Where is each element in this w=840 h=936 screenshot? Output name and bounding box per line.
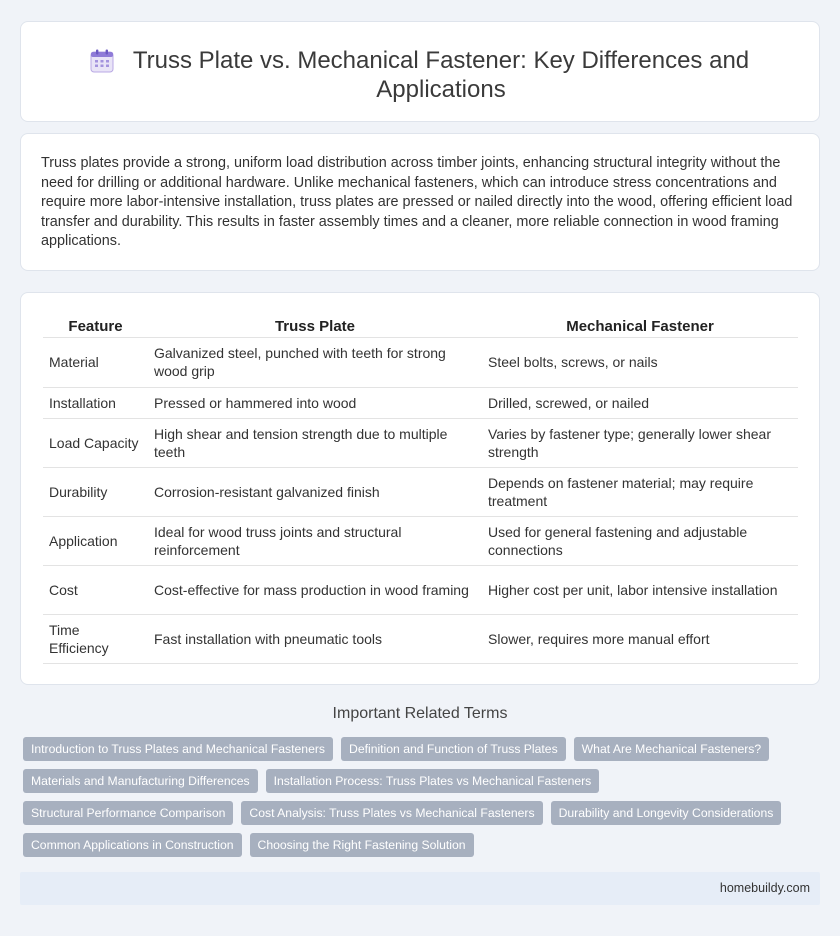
intro-paragraph: Truss plates provide a strong, uniform load distribution across timber joints, enhancing structural integrity without the need for drilling or additional hardware. Unlike mechanical fasteners, which can introduce stress concentrations and require more labor-intensive installation, truss plates are pressed or nailed directly into the wood, offering efficient load transfer and durability. This results in faster assembly times and a cleaner, more reliable connection in wood framing applications.: [41, 155, 793, 250]
footer-site-link[interactable]: homebuildy.com: [719, 881, 810, 895]
feature-cell: Load Capacity: [43, 418, 148, 467]
feature-cell: Application: [43, 516, 148, 565]
comparison-table-card: [20, 292, 820, 685]
mechanical-fastener-cell: Drilled, screwed, or nailed: [482, 387, 798, 418]
related-term-tag[interactable]: Definition and Function of Truss Plates: [341, 737, 566, 761]
header-truss-plate: Truss Plate: [148, 315, 482, 337]
calendar-icon: [89, 48, 115, 74]
footer: [20, 872, 820, 905]
feature-cell: Cost: [43, 565, 148, 614]
truss-plate-cell: Cost-effective for mass production in wood framing: [148, 565, 482, 614]
related-term-tag[interactable]: Introduction to Truss Plates and Mechanical Fasteners: [23, 737, 333, 761]
related-terms-heading: Important Related Terms: [332, 705, 508, 722]
mechanical-fastener-cell: Steel bolts, screws, or nails: [482, 337, 798, 387]
related-term-tag[interactable]: Structural Performance Comparison: [23, 801, 233, 825]
related-term-tag[interactable]: Materials and Manufacturing Differences: [23, 769, 258, 793]
header-mechanical-fastener: Mechanical Fastener: [482, 315, 798, 337]
related-term-tag[interactable]: Common Applications in Construction: [23, 833, 242, 857]
truss-plate-cell: High shear and tension strength due to multiple teeth: [148, 418, 482, 467]
truss-plate-cell: Corrosion-resistant galvanized finish: [148, 467, 482, 516]
feature-cell: Durability: [43, 467, 148, 516]
table-row: [43, 516, 798, 565]
feature-cell: Time Efficiency: [43, 614, 148, 663]
related-term-tag[interactable]: Cost Analysis: Truss Plates vs Mechanical Fasteners: [241, 801, 542, 825]
related-terms-list: [23, 737, 823, 865]
comparison-table: [43, 315, 798, 664]
mechanical-fastener-cell: Slower, requires more manual effort: [482, 614, 798, 663]
feature-cell: Installation: [43, 387, 148, 418]
mechanical-fastener-cell: Higher cost per unit, labor intensive installation: [482, 565, 798, 614]
truss-plate-cell: Galvanized steel, punched with teeth for strong wood grip: [148, 337, 482, 387]
related-term-tag[interactable]: Durability and Longevity Considerations: [551, 801, 782, 825]
table-row: [43, 387, 798, 418]
feature-cell: Material: [43, 337, 148, 387]
table-row: [43, 418, 798, 467]
truss-plate-cell: Fast installation with pneumatic tools: [148, 614, 482, 663]
mechanical-fastener-cell: Varies by fastener type; generally lower shear strength: [482, 418, 798, 467]
header-feature: Feature: [43, 315, 148, 337]
table-header-row: [43, 315, 798, 337]
table-row: [43, 614, 798, 663]
table-row: [43, 337, 798, 387]
mechanical-fastener-cell: Used for general fastening and adjustable connections: [482, 516, 798, 565]
table-row: [43, 467, 798, 516]
mechanical-fastener-cell: Depends on fastener material; may require treatment: [482, 467, 798, 516]
table-row: [43, 565, 798, 614]
related-term-tag[interactable]: Choosing the Right Fastening Solution: [250, 833, 474, 857]
truss-plate-cell: Ideal for wood truss joints and structural reinforcement: [148, 516, 482, 565]
page-title: Truss Plate vs. Mechanical Fastener: Key Differences and Applications: [132, 47, 750, 103]
intro-card: [20, 133, 820, 271]
related-term-tag[interactable]: What Are Mechanical Fasteners?: [574, 737, 770, 761]
related-term-tag[interactable]: Installation Process: Truss Plates vs Mechanical Fasteners: [266, 769, 600, 793]
truss-plate-cell: Pressed or hammered into wood: [148, 387, 482, 418]
title-card: [20, 21, 820, 122]
